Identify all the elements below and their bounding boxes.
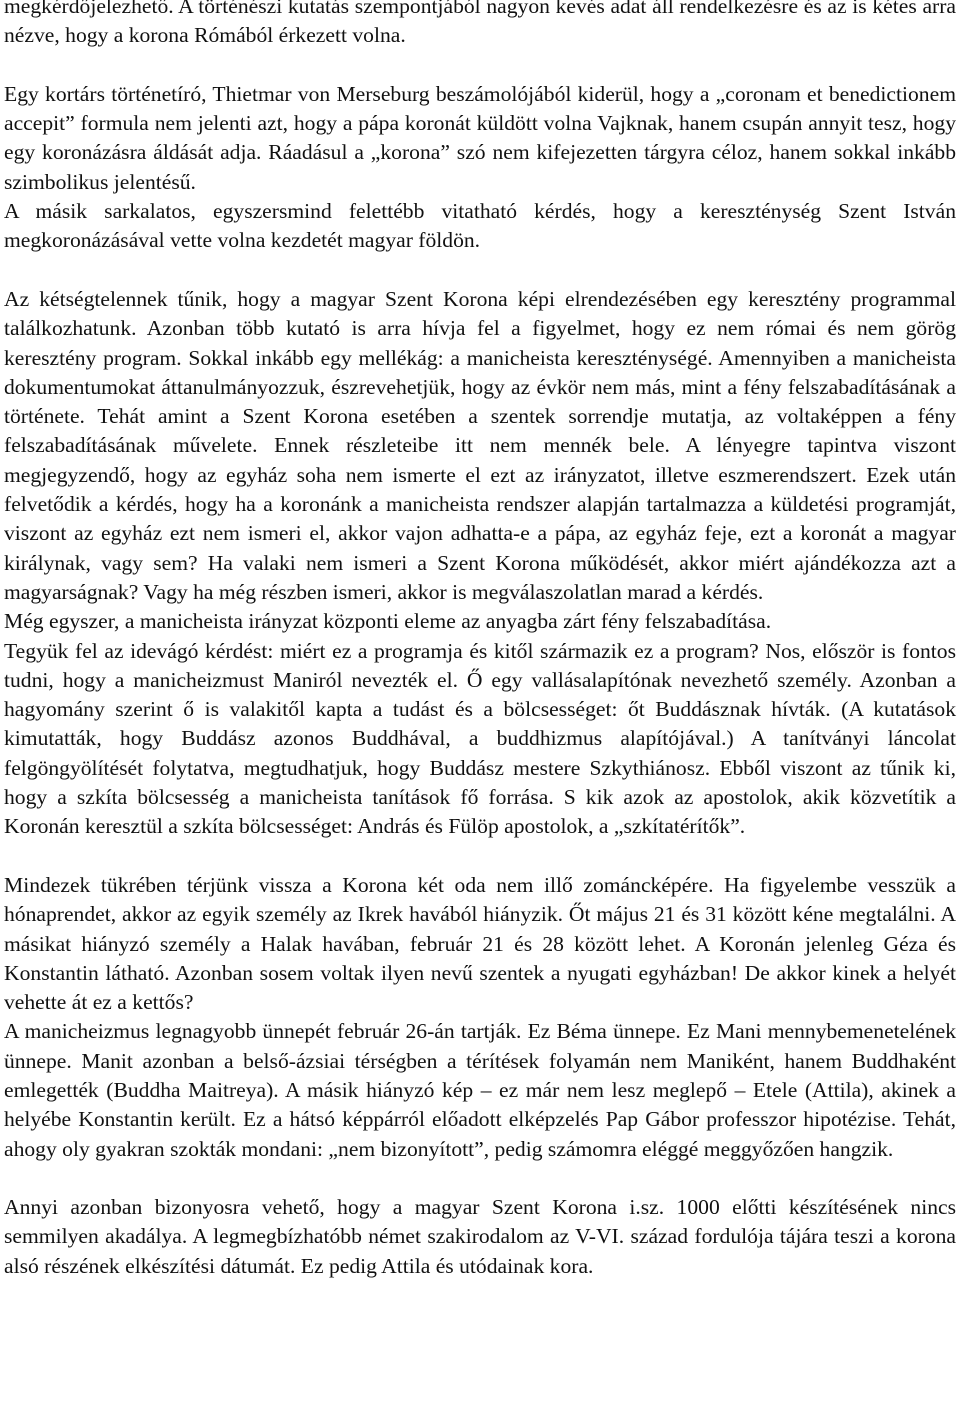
paragraph-manichean-program: Az kétségtelennek tűnik, hogy a magyar Szent Korona képi elrendezésében egy keresztény programmal találkozhatunk. Azonban több kutató is arra hívja fel a figyelmet, hogy ez nem római és nem görög keresztény program. Sokkal inkább egy mellékág: a manicheista kereszténységé. Amennyiben a manicheista dokumentumokat áttanulmányozzuk, észrevehetjük, hogy az évkör nem más, mint a fény felszabadításának a története. Tehát amint a Szent Korona esetében a szentek sorrendje mutatja, az voltaképpen a fény felszabadításának művelete. Ennek részleteibe itt nem mennék bele. A lényegre tapintva viszont megjegyzendő, hogy az egyház soha nem ismerte el ezt az irányzatot, illetve eszmerendszert. Ezek után felvetődik a kérdés, hogy ha a koronánk a manicheista rendszer alapján tartalmazza a küldetési programját, viszont az egyház ezt nem ismeri el, akkor vajon adhatta-e a pápa, az egyház feje, ezt a koronát a magyar királynak, vagy sem? Ha valaki nem ismeri a Szent Korona működését, akkor miért ajándékozza azt a magyarságnak? Vagy ha még részben ismeri, akkor is megválaszolatlan marad a kérdés. <box>4 286 956 604</box>
paragraph-spacer <box>4 256 956 285</box>
paragraph-light-liberation: Még egyszer, a manicheista irányzat központi eleme az anyagba zárt fény felszabadítása. <box>4 609 772 634</box>
paragraph-origin-question: Tegyük fel az idevágó kérdést: miért ez a programja és kitől származik ez a program? Nos, először is fontos tudni, hogy a manicheizmust Maniról nevezték el. Ő egy vallásalapítónak nevezhető személy. Azonban a hagyomány szerint ő is valakitől kapta a tudást és a bölcsességet: őt Buddásznak hívták. (A kutatások kimutatták, hogy Buddász azonos Buddhával, a buddhizmus alapítójával.) A tanítványi láncolat felgöngyölítését folytatva, megtudhatjuk, hogy Buddász mestere Szkythiánosz. Ebből viszont az tűnik ki, hogy a szkíta bölcsesség a manicheista tanítások fő forrása. S kik azok az apostolok, akik közvetítik a Koronán keresztül a szkíta bölcsességet: András és Fülöp apostolok, a „szkítatérítők”. <box>4 638 956 839</box>
paragraph-intro-continuation: megkérdőjelezhető. A történészi kutatás szempontjából nagyon kevés adat áll rendelkezésre és az is kétes arra nézve, hogy a korona Rómából érkezett volna. <box>4 0 956 48</box>
paragraph-enamel-images: Mindezek tükrében térjünk vissza a Korona két oda nem illő zománcképére. Ha figyelembe vesszük a hónaprendet, akkor az egyik személy az Ikrek havából hiányzik. Őt május 21 és 31 között kéne megtalálni. A másikat hiányzó személy a Halak havában, február 21 és 28 között lehet. A Koronán jelenleg Géza és Konstantin látható. Azonban sosem voltak ilyen nevű szentek a nyugati egyházban! De akkor kinek a helyét vehette át ez a kettős? <box>4 872 956 1015</box>
paragraph-christianity-question: A másik sarkalatos, egyszersmind felettébb vitatható kérdés, hogy a kereszténység Szent István megkoronázásával vette volna kezdetét magyar földön. <box>4 199 956 253</box>
paragraph-spacer <box>4 1164 956 1193</box>
paragraph-bema-feast: A manicheizmus legnagyobb ünnepét február 26-án tartják. Ez Béma ünnepe. Ez Mani mennybemenetelének ünnepe. Manit azonban a belső-ázsiai térségben a térítések folyamán nem Maniként, hanem Buddhaként emlegették (Buddha Maitreya). A másik hiányzó kép – ez már nem lesz meglepő – Etele (Attila), akinek a helyébe Konstantin került. Ez a hátsó képpárról előadott elképzelés Pap Gábor professzor hipotézise. Tehát, ahogy oly gyakran szokták mondani: „nem bizonyított”, pedig számomra eléggé meggyőzően hangzik. <box>4 1019 956 1161</box>
paragraph-thietmar: Egy kortárs történetíró, Thietmar von Merseburg beszámolójából kiderül, hogy a „coronam et benedictionem accepit” formula nem jelenti azt, hogy a pápa koronát küldött volna Vajknak, hanem csupán annyit tesz, hogy egy koronázásra áldását adja. Ráadásul a „korona” szó nem kifejezetten tárgyra céloz, hanem sokkal inkább szimbolikus jelentésű. <box>4 81 956 194</box>
paragraph-spacer <box>4 51 956 80</box>
paragraph-spacer <box>4 842 956 871</box>
document-page <box>4 0 956 1281</box>
paragraph-dating: Annyi azonban bizonyosra vehető, hogy a magyar Szent Korona i.sz. 1000 előtti készítésének nincs semmilyen akadálya. A legmegbízhatóbb német szakirodalom az V-VI. század fordulója tájára teszi a korona alsó részének elkészítési dátumát. Ez pedig Attila és utódainak kora. <box>4 1195 956 1278</box>
